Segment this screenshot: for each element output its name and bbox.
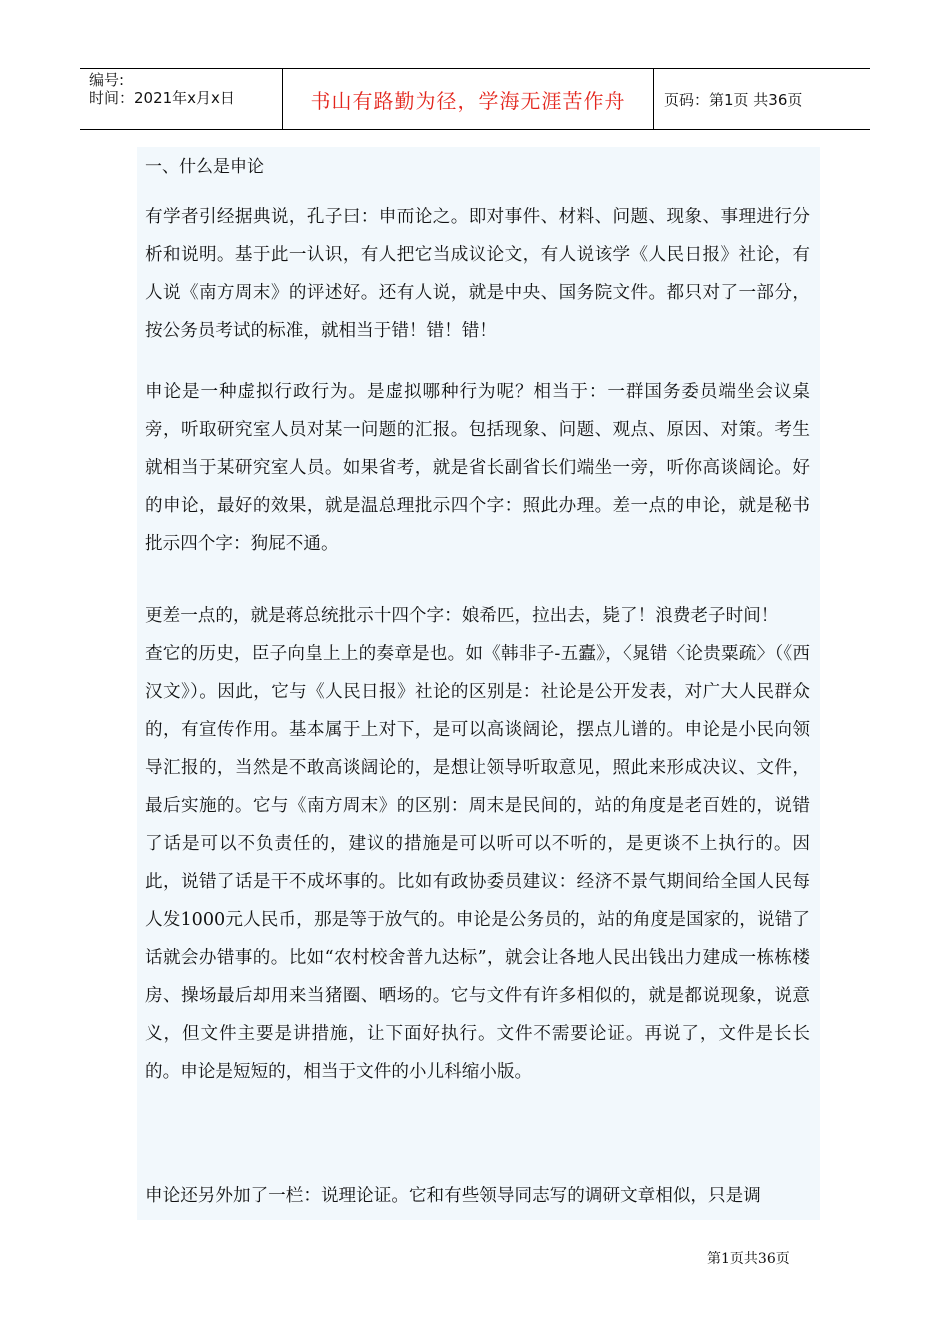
header-motto: 书山有路勤为径，学海无涯苦作舟 — [283, 69, 654, 129]
document-header — [80, 68, 870, 130]
section-heading: 一、什么是申论 — [145, 157, 264, 177]
paragraph-2: 申论是一种虚拟行政行为。是虚拟哪种行为呢？相当于：一群国务委员端坐会议桌旁，听取研究室人员对某一问题的汇报。包括现象、问题、观点、原因、对策。考生就相当于某研究室人员。如果省考，就是省长副省长们端坐一旁，听你高谈阔论。好的申论，最好的效果，就是温总理批示四个字：照此办理。差一点的申论，就是秘书批示四个字：狗屁不通。 — [145, 382, 810, 554]
paragraph-4: 查它的历史，臣子向皇上上的奏章是也。如《韩非子-五蠹》，〈晁错〈论贵粟疏〉（《西汉文》）。因此，它与《人民日报》社论的区别是：社论是公开发表，对广大人民群众的，有宣传作用。基本属于上对下，是可以高谈阔论，摆点儿谱的。申论是小民向领导汇报的，当然是不敢高谈阔论的，是想让领导听取意见，照此来形成决议、文件，最后实施的。它与《南方周末》的区别：周末是民间的，站的角度是老百姓的，说错了话是可以不负责任的，建议的措施是可以听可以不听的，是更谈不上执行的。因此，说错了话是干不成坏事的。比如有政协委员建议：经济不景气期间给全国人民每人发1000元人民币，那是等于放气的。申论是公务员的，站的角度是国家的，说错了话就会办错事的。比如“农村校舍普九达标”，就会让各地人民出钱出力建成一栋栋楼房、操场最后却用来当猪圈、晒场的。它与文件有许多相似的，就是都说现象，说意义，但文件主要是讲措施，让下面好执行。文件不需要论证。再说了，文件是长长的。申论是短短的，相当于文件的小儿科缩小版。 — [145, 644, 810, 1082]
page-footer: 第1页共36页 — [707, 1251, 790, 1267]
date-line: 时间：2021年x月x日 — [89, 89, 235, 107]
serial-number-label: 编号: — [89, 71, 125, 89]
header-page-info: 页码：第1页 共36页 — [664, 90, 803, 109]
paragraph-3: 更差一点的，就是蒋总统批示十四个字：娘希匹，拉出去，毙了！浪费老子时间！ — [145, 606, 779, 626]
header-meta-cell — [80, 69, 283, 129]
paragraph-1: 有学者引经据典说，孔子曰：申而论之。即对事件、材料、问题、现象、事理进行分析和说明。基于此一认识，有人把它当成议论文，有人说该学《人民日报》社论，有人说《南方周末》的评述好。还有人说，就是中央、国务院文件。都只对了一部分，按公务员考试的标准，就相当于错！错！错！ — [145, 207, 810, 341]
paragraph-5: 申论还另外加了一栏：说理论证。它和有些领导同志写的调研文章相似，只是调 — [145, 1186, 761, 1206]
